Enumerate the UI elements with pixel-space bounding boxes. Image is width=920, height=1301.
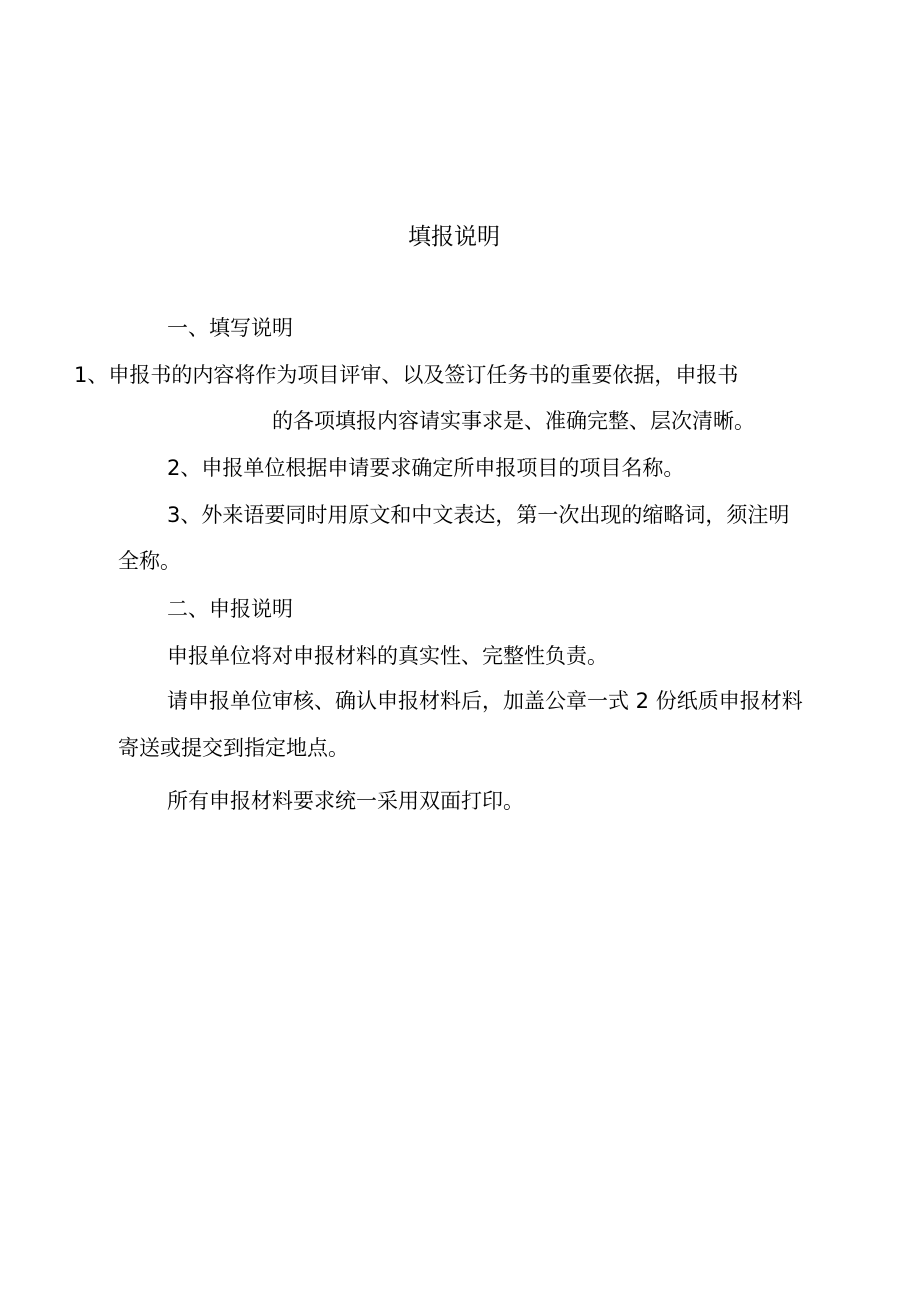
paragraph-printing: 所有申报材料要求统一采用双面打印。 (167, 789, 524, 813)
paragraph-submission-line-2: 寄送或提交到指定地点。 (118, 736, 349, 760)
item-3-line-1: 3、外来语要同时用原文和中文表达，第一次出现的缩略词，须注明 (167, 503, 790, 527)
paragraph-submission-line-1: 请申报单位审核、确认申报材料后，加盖公章一式 2 份纸质申报材料 (167, 689, 803, 713)
item-2: 2、申报单位根据申请要求确定所申报项目的项目名称。 (167, 456, 685, 480)
section-heading-fill-instructions: 一、填写说明 (167, 316, 293, 340)
item-1-line-2: 的各项填报内容请实事求是、准确完整、层次清晰。 (272, 409, 755, 433)
item-3-line-2: 全称。 (118, 549, 181, 573)
document-title: 填报说明 (408, 224, 500, 250)
section-heading-application-instructions: 二、申报说明 (167, 597, 293, 621)
paragraph-responsibility: 申报单位将对申报材料的真实性、完整性负责。 (167, 644, 608, 668)
item-1-line-1: 1、申报书的内容将作为项目评审、以及签订任务书的重要依据，申报书 (74, 363, 739, 387)
